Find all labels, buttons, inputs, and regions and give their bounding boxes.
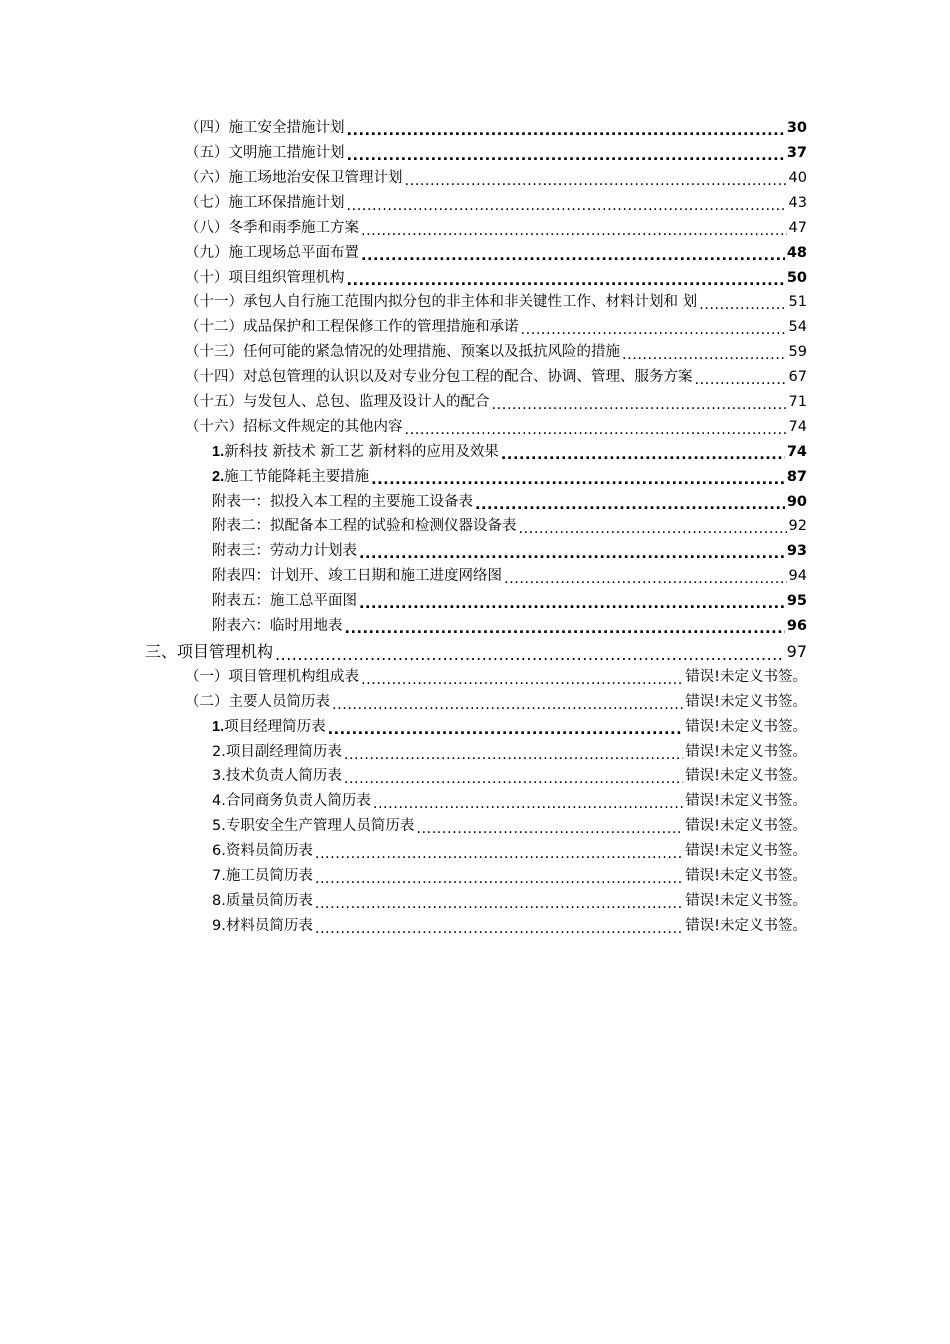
toc-leader-dots: [344, 748, 683, 763]
toc-entry-page: 47: [788, 219, 807, 236]
toc-entry-page: 错误!未定义书签。: [685, 917, 807, 934]
toc-entry[interactable]: [0, 564, 950, 589]
toc-leader-dots: [416, 822, 683, 837]
toc-leader-dots: [359, 597, 785, 612]
toc-entry-title: （十一）承包人自行施工范围内拟分包的非主体和非关键性工作、材料计划和 划: [185, 294, 698, 311]
toc-entry-page: 95: [786, 593, 807, 610]
toc-entry-title: [212, 894, 315, 909]
toc-entry[interactable]: [0, 240, 950, 265]
toc-leader-dots: [405, 423, 787, 438]
toc-entry[interactable]: [0, 739, 950, 764]
toc-entry-title: [212, 769, 344, 784]
toc-entry-page: 30: [786, 120, 807, 137]
toc-entry-title: （八）冬季和雨季施工方案: [185, 219, 359, 236]
toc-leader-dots: [492, 398, 787, 413]
toc-leader-dots: [315, 897, 683, 912]
toc-entry-title: （十六）招标文件规定的其他内容: [185, 418, 403, 435]
toc-leader-dots: [371, 473, 785, 488]
toc-entry-number: 8.: [212, 892, 226, 909]
toc-entry-title: [212, 720, 328, 735]
toc-entry-title: （二）主要人员简历表: [185, 693, 330, 710]
toc-entry-number: 6.: [212, 843, 226, 860]
toc-entry-title: 三、项目管理机构: [145, 641, 274, 661]
toc-entry-number: 7.: [212, 868, 226, 885]
toc-leader-dots: [347, 199, 787, 214]
toc-entry-page: 错误!未定义书签。: [685, 768, 807, 785]
toc-entry-text: 资料员简历表: [225, 843, 313, 860]
toc-entry-page: 51: [788, 294, 807, 311]
toc-section-entry[interactable]: [0, 639, 950, 665]
toc-entry-title: [212, 819, 416, 834]
toc-entry-page: 错误!未定义书签。: [685, 868, 807, 885]
toc-leader-dots: [345, 622, 785, 637]
toc-entry[interactable]: [0, 714, 950, 739]
toc-entry-text: 施工节能降耗主要措施: [224, 468, 370, 485]
toc-entry-page: 错误!未定义书签。: [685, 743, 807, 760]
toc-entry[interactable]: [0, 690, 950, 715]
toc-entry-title: 附表一：拟投入本工程的主要施工设备表: [212, 493, 473, 510]
toc-entry[interactable]: [0, 116, 950, 141]
toc-entry[interactable]: [0, 315, 950, 340]
toc-entry[interactable]: [0, 390, 950, 415]
toc-leader-dots: [373, 797, 683, 812]
toc-entry-page: 54: [788, 319, 807, 336]
toc-entry-title: （十三）任何可能的紧急情况的处理措施、预案以及抵抗风险的措施: [185, 344, 620, 361]
toc-entry-page: 50: [786, 269, 807, 286]
toc-leader-dots: [347, 124, 785, 139]
toc-entry[interactable]: [0, 539, 950, 564]
toc-entry[interactable]: [0, 589, 950, 614]
toc-entry-number: 2.: [212, 468, 225, 485]
toc-leader-dots: [328, 723, 684, 738]
toc-entry-title: 附表二：拟配备本工程的试验和检测仪器设备表: [212, 518, 517, 535]
toc-entry-text: 材料员简历表: [225, 917, 313, 934]
toc-entry[interactable]: [0, 141, 950, 166]
toc-entry-text: 合同商务负责人简历表: [225, 793, 371, 810]
toc-entry-page: 97: [786, 641, 807, 661]
toc-entry-title: （十二）成品保护和工程保修工作的管理措施和承诺: [185, 319, 519, 336]
toc-entry-page: 92: [788, 518, 807, 535]
toc-leader-dots: [622, 348, 787, 363]
toc-leader-dots: [344, 772, 683, 787]
toc-entry[interactable]: [0, 914, 950, 939]
toc-entry-title: （十四）对总包管理的认识以及对专业分包工程的配合、协调、管理、服务方案: [185, 369, 693, 386]
toc-entry-page: 59: [788, 344, 807, 361]
toc-entry-text: 技术负责人简历表: [225, 768, 342, 785]
toc-entry-title: 附表三：劳动力计划表: [212, 543, 357, 560]
toc-entry-page: 96: [786, 618, 807, 634]
toc-entry[interactable]: [0, 889, 950, 914]
toc-entry-number: 3.: [212, 768, 226, 785]
toc-entry-title: （一）项目管理机构组成表: [185, 668, 359, 685]
toc-entry-page: 错误!未定义书签。: [685, 718, 807, 735]
toc-leader-dots: [695, 373, 787, 388]
toc-entry-title: （六）施工场地治安保卫管理计划: [185, 169, 403, 186]
toc-leader-dots: [405, 174, 787, 189]
toc-entry-number: 2.: [212, 743, 226, 760]
toc-entry-number: 9.: [212, 917, 226, 934]
toc-entry-text: 项目副经理简历表: [225, 743, 342, 760]
toc-entry-title: [212, 470, 371, 485]
toc-entry-page: 48: [786, 244, 807, 261]
toc-entry-number: 1.: [212, 443, 225, 460]
toc-entry[interactable]: [0, 216, 950, 241]
toc-entry[interactable]: [0, 464, 950, 489]
toc-leader-dots: [347, 149, 785, 164]
toc-entry[interactable]: [0, 514, 950, 539]
toc-entry[interactable]: [0, 290, 950, 315]
toc-entry-page: 错误!未定义书签。: [685, 668, 807, 685]
toc-leader-dots: [315, 847, 683, 862]
toc-entry-page: 74: [788, 418, 807, 435]
toc-entry-text: 质量员简历表: [225, 892, 313, 909]
toc-entry[interactable]: [0, 415, 950, 440]
toc-entry-title: （四）施工安全措施计划: [185, 120, 345, 137]
toc-entry[interactable]: [0, 265, 950, 290]
table-of-contents: [0, 116, 950, 939]
toc-entry-page: 40: [788, 169, 807, 186]
toc-entry-text: 专职安全生产管理人员简历表: [225, 818, 415, 835]
toc-entry[interactable]: [0, 340, 950, 365]
toc-entry-page: 74: [786, 443, 807, 460]
toc-leader-dots: [315, 922, 683, 937]
toc-entry-number: 5.: [212, 818, 226, 835]
toc-entry[interactable]: [0, 166, 950, 191]
toc-leader-dots: [521, 323, 787, 338]
toc-entry[interactable]: [0, 191, 950, 216]
toc-entry-page: 错误!未定义书签。: [685, 843, 807, 860]
toc-leader-dots: [519, 522, 787, 537]
toc-entry-page: 错误!未定义书签。: [685, 693, 807, 710]
toc-entry-page: 错误!未定义书签。: [685, 818, 807, 835]
toc-entry-title: （七）施工环保措施计划: [185, 194, 345, 211]
toc-entry-page: 67: [788, 369, 807, 386]
toc-entry-title: 附表五：施工总平面图: [212, 593, 357, 610]
toc-entry-page: 错误!未定义书签。: [685, 793, 807, 810]
toc-entry[interactable]: [0, 764, 950, 789]
toc-entry-page: 37: [786, 145, 807, 162]
toc-entry[interactable]: [0, 440, 950, 465]
toc-entry-page: 94: [788, 568, 807, 585]
toc-entry-text: 施工员简历表: [225, 868, 313, 885]
toc-entry-title: [212, 869, 315, 884]
toc-entry-text: 项目经理简历表: [224, 718, 326, 735]
toc-entry[interactable]: [0, 814, 950, 839]
toc-leader-dots: [332, 698, 683, 713]
toc-leader-dots: [347, 274, 785, 289]
toc-entry-title: [212, 445, 501, 460]
toc-entry-text: 新科技 新技术 新工艺 新材料的应用及效果: [224, 443, 499, 460]
toc-entry-title: （五）文明施工措施计划: [185, 145, 345, 162]
toc-entry-title: （十五）与发包人、总包、监理及设计人的配合: [185, 393, 490, 410]
toc-entry[interactable]: [0, 665, 950, 690]
toc-entry[interactable]: [0, 789, 950, 814]
toc-entry-page: 43: [788, 194, 807, 211]
toc-leader-dots: [359, 547, 785, 562]
toc-entry-title: 附表四：计划开、竣工日期和施工进度网络图: [212, 568, 502, 585]
toc-leader-dots: [275, 647, 785, 663]
toc-entry-title: [212, 844, 315, 859]
toc-entry-title: [212, 745, 344, 760]
toc-entry-number: 1.: [212, 718, 225, 735]
toc-entry-page: 90: [786, 493, 807, 510]
toc-entry-title: （十）项目组织管理机构: [185, 269, 345, 286]
toc-entry-title: [212, 794, 373, 809]
toc-entry[interactable]: [0, 839, 950, 864]
toc-entry-page: 93: [786, 543, 807, 560]
toc-leader-dots: [501, 448, 785, 463]
toc-entry-page: 71: [788, 393, 807, 410]
toc-entry-number: 4.: [212, 793, 226, 810]
toc-leader-dots: [699, 298, 786, 313]
toc-entry[interactable]: [0, 489, 950, 514]
toc-leader-dots: [361, 673, 683, 688]
toc-leader-dots: [361, 249, 785, 264]
toc-leader-dots: [504, 572, 787, 587]
toc-entry[interactable]: [0, 614, 950, 639]
toc-entry-page: 87: [786, 468, 807, 485]
toc-leader-dots: [361, 224, 787, 239]
toc-entry[interactable]: [0, 365, 950, 390]
toc-entry-page: 错误!未定义书签。: [685, 892, 807, 909]
toc-entry-title: [212, 919, 315, 934]
toc-leader-dots: [475, 498, 785, 513]
toc-entry[interactable]: [0, 864, 950, 889]
toc-entry-title: 附表六：临时用地表: [212, 618, 343, 634]
toc-leader-dots: [315, 872, 683, 887]
toc-entry-title: （九）施工现场总平面布置: [185, 244, 359, 261]
